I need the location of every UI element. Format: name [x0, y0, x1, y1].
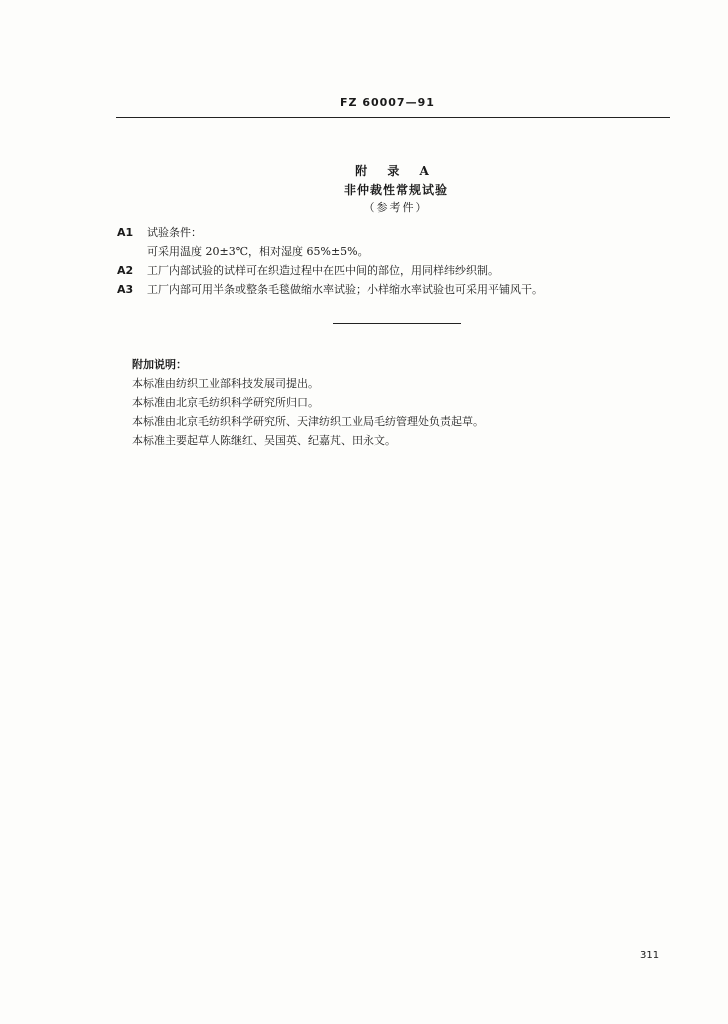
header-divider	[116, 117, 670, 118]
remarks-line: 本标准由北京毛纺织科学研究所、天津纺织工业局毛纺管理处负责起草。	[132, 415, 484, 428]
remarks-heading: 附加说明：	[132, 358, 187, 371]
clause-label: A3	[117, 283, 134, 296]
appendix-note: （参考件）	[363, 201, 429, 214]
clause-text: 工厂内部可用半条或整条毛毯做缩水率试验；小样缩水率试验也可采用平铺风干。	[147, 283, 543, 296]
clause-text: 工厂内部试验的试样可在织造过程中在匹中间的部位，用同样纬纱织制。	[147, 264, 499, 277]
remarks-line: 本标准主要起草人陈继红、吴国英、纪嘉芃、田永文。	[132, 434, 396, 447]
appendix-title: 附 录 A	[355, 164, 437, 178]
standard-code: FZ 60007—91	[340, 96, 435, 109]
clause-label: A2	[117, 264, 134, 277]
remarks-line: 本标准由纺织工业部科技发展司提出。	[132, 377, 319, 390]
page-number: 311	[640, 950, 660, 961]
appendix-subtitle: 非仲裁性常规试验	[343, 183, 448, 197]
section-divider	[333, 323, 461, 324]
clause-text: 可采用温度 20±3℃，相对湿度 65%±5%。	[147, 245, 369, 258]
remarks-line: 本标准由北京毛纺织科学研究所归口。	[132, 396, 319, 409]
clause-label: A1	[117, 226, 134, 239]
clause-text: 试验条件：	[147, 226, 202, 239]
